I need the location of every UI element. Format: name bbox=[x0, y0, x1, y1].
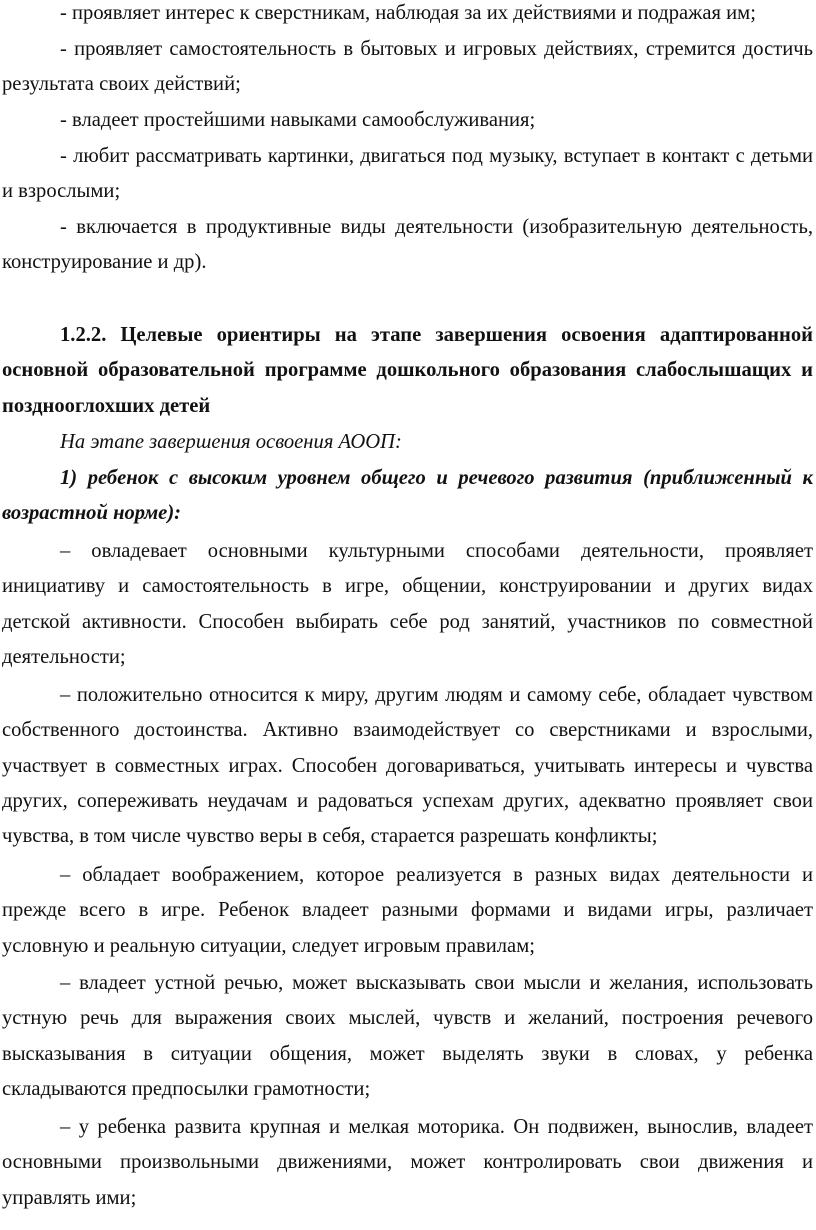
outcome-item-positive-attitude: – положительно относится к миру, другим людям и самому себе, обладает чувством собственного достоинства. Активно взаимодействует со сверстниками и взрослыми, участвует в совместных играх. Способен договариваться, учитывать интересы и чувства других, сопереживать неудачам и радоваться успехам других, адекватно проявляет свои чувства, в том числе чувство веры в себя, старается разрешать конфликты; bbox=[2, 684, 813, 848]
outcome-item-oral-speech: – владеет устной речью, может высказывать свои мысли и желания, использовать устную речь для выражения своих мыслей, чувств и желаний, построения речевого высказывания в ситуации общения, может выделять звуки в словах, у ребенка складываются предпосылки грамотности; bbox=[2, 972, 813, 1100]
intro-item-self-care: - владеет простейшими навыками самообслуживания; bbox=[60, 109, 536, 131]
intro-item-pictures-music: - любит рассматривать картинки, двигаться под музыку, вступает в контакт с детьми и взрослыми; bbox=[2, 145, 813, 203]
intro-item-productive-activities: - включается в продуктивные виды деятельности (изобразительную деятельность, конструирование и др). bbox=[2, 216, 813, 274]
intro-item-interest-in-peers: - проявляет интерес к сверстникам, наблюдая за их действиями и подражая им; bbox=[60, 2, 756, 24]
outcome-item-imagination: – обладает воображением, которое реализуется в разных видах деятельности и прежде всего в игре. Ребенок владеет разными формами и видами игры, различает условную и реальную ситуации, следует игровым правилам; bbox=[2, 864, 813, 957]
outcome-item-cultural-methods: – овладевает основными культурными способами деятельности, проявляет инициативу и самостоятельность в игре, общении, конструировании и других видах детской активности. Способен выбирать себе род занятий, участников по совместной деятельности; bbox=[2, 540, 813, 668]
stage-label: На этапе завершения освоения АООП: bbox=[60, 431, 402, 453]
section-heading: 1.2.2. Целевые ориентиры на этапе завершения освоения адаптированной основной образовательной программе дошкольного образования слабослышащих и позднооглохших детей bbox=[2, 324, 813, 417]
group-heading: 1) ребенок с высоким уровнем общего и речевого развития (приближенный к возрастной норме): bbox=[2, 467, 813, 525]
outcome-item-motor-skills: – у ребенка развита крупная и мелкая моторика. Он подвижен, вынослив, владеет основными произвольными движениями, может контролировать свои движения и управлять ими; bbox=[2, 1116, 813, 1209]
intro-item-independence: - проявляет самостоятельность в бытовых и игровых действиях, стремится достичь результата своих действий; bbox=[2, 38, 813, 96]
